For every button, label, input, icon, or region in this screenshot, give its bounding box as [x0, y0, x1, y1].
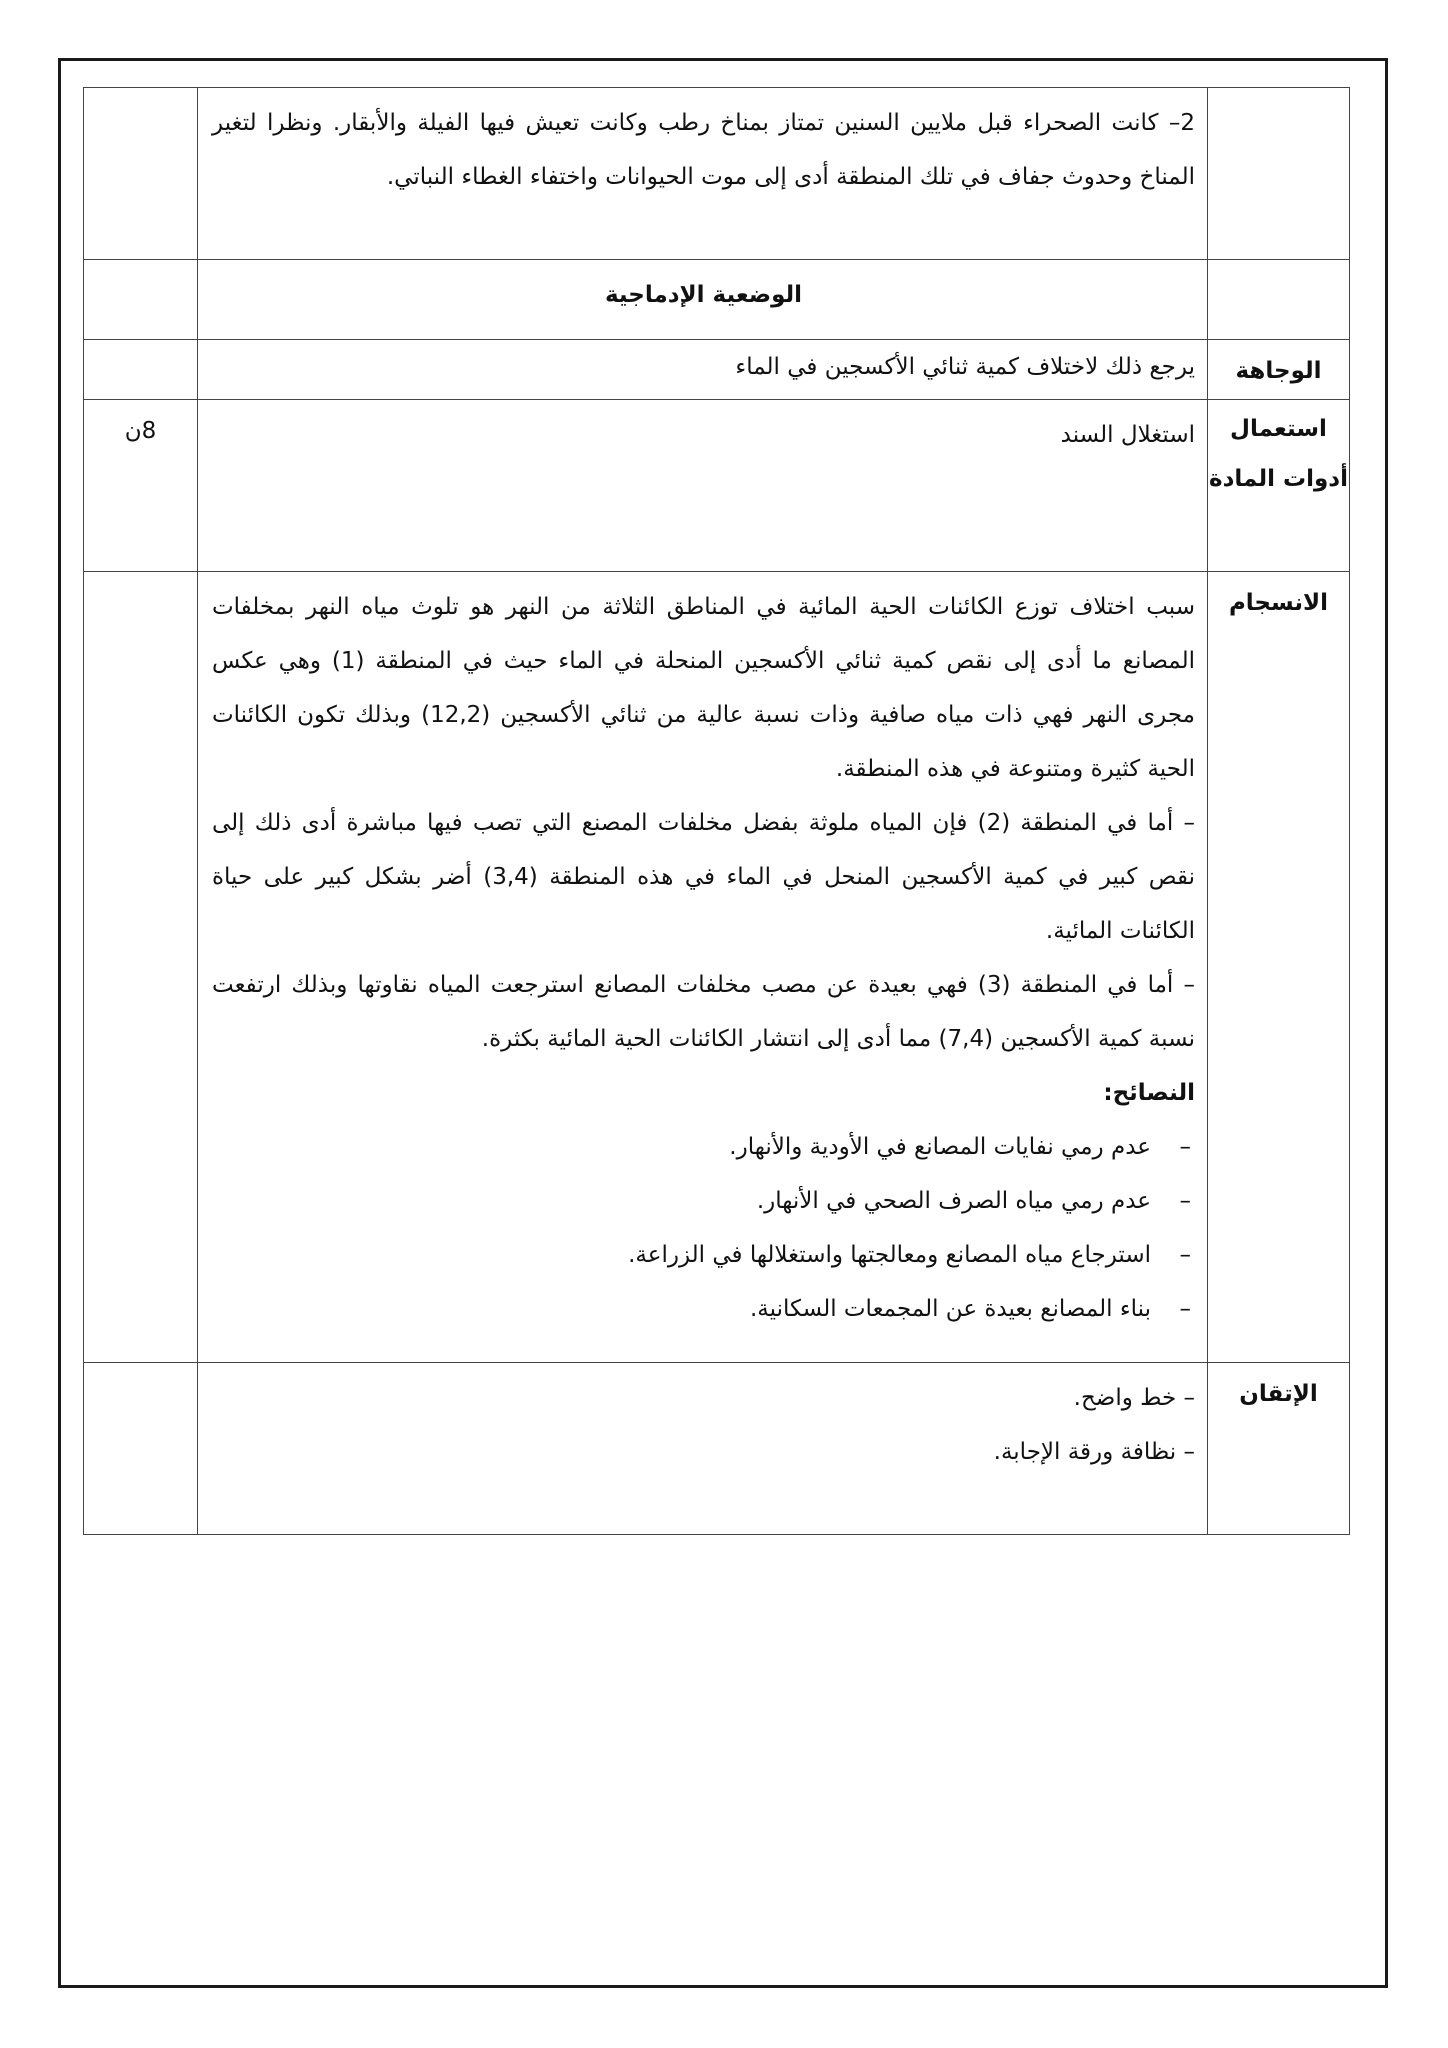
coherence-body [198, 572, 1208, 1363]
criterion-tools: استعمال أدوات المادة [1208, 400, 1350, 572]
mastery-row [84, 1363, 1350, 1535]
list-item: –استرجاع مياه المصانع ومعالجتها واستغلالها في الزراعة. [628, 1242, 1191, 1268]
mark-cell-empty [84, 340, 198, 400]
answer-key-table [83, 87, 1350, 1535]
list-item: –بناء المصانع بعيدة عن المجمعات السكانية. [749, 1296, 1191, 1322]
mark-cell-empty [84, 260, 198, 340]
criterion-mastery: الإتقان [1208, 1363, 1350, 1535]
mastery-item-2: – نظافة ورقة الإجابة. [993, 1439, 1195, 1465]
mastery-body [198, 1363, 1208, 1535]
criterion-relevance: الوجاهة [1208, 340, 1350, 400]
advice-item-text: عدم رمي مياه الصرف الصحي في الأنهار. [756, 1188, 1151, 1214]
advice-list [212, 1120, 1195, 1336]
section-title: الوضعية الإدماجية [198, 260, 1208, 340]
mark-value: 8ن [84, 400, 198, 572]
section-title-row [84, 260, 1350, 340]
mastery-item-1: – خط واضح. [1073, 1385, 1195, 1411]
relevance-text: يرجع ذلك لاختلاف كمية ثنائي الأكسجين في الماء [198, 340, 1208, 400]
advice-item-text: استرجاع مياه المصانع ومعالجتها واستغلالها في الزراعة. [628, 1242, 1151, 1268]
criterion-cell-empty [1208, 260, 1350, 340]
advice-heading: النصائح: [1103, 1080, 1195, 1106]
list-item: –عدم رمي نفايات المصانع في الأودية والأنهار. [729, 1134, 1191, 1160]
coherence-paragraph-3: – أما في المنطقة (3) فهي بعيدة عن مصب مخلفات المصانع استرجعت المياه نقاوتها وبذلك ارتفعت نسبة كمية الأكسجين (7,4) مما أدى إلى انتشار الكائنات الحية المائية بكثرة. [212, 972, 1195, 1052]
advice-item-text: بناء المصانع بعيدة عن المجمعات السكانية. [749, 1296, 1151, 1322]
mark-cell-empty [84, 572, 198, 1363]
mark-cell-empty [84, 88, 198, 260]
coherence-row [84, 572, 1350, 1363]
advice-item-text: عدم رمي نفايات المصانع في الأودية والأنهار. [729, 1134, 1151, 1160]
criterion-cell-empty [1208, 88, 1350, 260]
list-item: –عدم رمي مياه الصرف الصحي في الأنهار. [756, 1188, 1191, 1214]
tools-row [84, 400, 1350, 572]
criterion-coherence: الانسجام [1208, 572, 1350, 1363]
coherence-paragraph-2: – أما في المنطقة (2) فإن المياه ملوثة بفضل مخلفات المصنع التي تصب فيها مباشرة أدى ذلك إلى نقص كبير في كمية الأكسجين المنحل في الماء في هذه المنطقة (3,4) أضر بشكل كبير على حياة الكائنات المائية. [212, 810, 1195, 944]
intro-row [84, 88, 1350, 260]
coherence-paragraph-1: سبب اختلاف توزع الكائنات الحية المائية في المناطق الثلاثة من النهر هو تلوث مياه النهر بمخلفات المصانع ما أدى إلى نقص كمية ثنائي الأكسجين المنحلة في الماء حيث في المنطقة (1) وهي عكس مجرى النهر فهي ذات مياه صافية وذات نسبة عالية من ثنائي الأكسجين (12,2) وبذلك تكون الكائنات الحية كثيرة ومتنوعة في هذه المنطقة. [212, 594, 1196, 782]
relevance-row [84, 340, 1350, 400]
tools-text: استغلال السند [198, 400, 1208, 572]
mark-cell-empty [84, 1363, 198, 1535]
intro-text: 2– كانت الصحراء قبل ملايين السنين تمتاز بمناخ رطب وكانت تعيش فيها الفيلة والأبقار. ونظرا لتغير المناخ وحدوث جفاف في تلك المنطقة أدى إلى موت الحيوانات واختفاء الغطاء النباتي. [198, 88, 1208, 260]
